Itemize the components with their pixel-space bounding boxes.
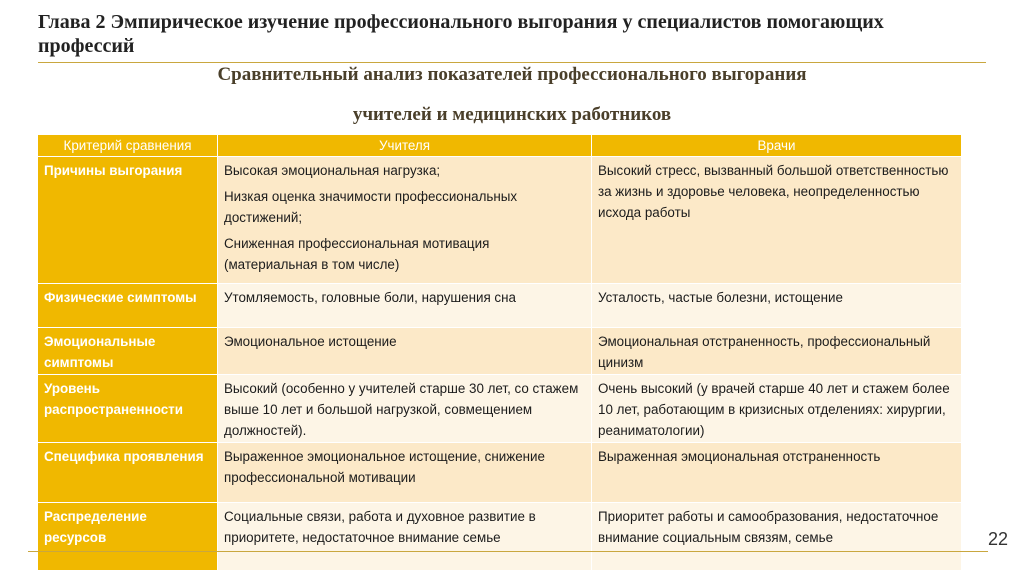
criterion-cell: Причины выгорания: [38, 157, 218, 284]
table-row: [38, 443, 962, 503]
teachers-cell-item: Социальные связи, работа и духовное развитие в приоритете, недостаточное внимание семье: [224, 509, 536, 545]
page-number: 22: [987, 529, 1008, 549]
teachers-cell-item: Выраженное эмоциональное истощение, снижение профессиональной мотивации: [224, 449, 545, 485]
criterion-cell: Распределение ресурсов: [38, 503, 218, 571]
doctors-cell: Выраженная эмоциональная отстраненность: [592, 443, 962, 503]
teachers-cell-item: Низкая оценка значимости профессиональных достижений;: [224, 189, 518, 225]
table-row: [38, 284, 962, 328]
teachers-cell: [218, 375, 592, 443]
teachers-cell: [218, 503, 592, 571]
teachers-cell-item: Утомляемость, головные боли, нарушения сна: [224, 290, 516, 305]
doctors-cell: Эмоциональная отстраненность, профессиональный цинизм: [592, 328, 962, 375]
teachers-cell-item: Высокий (особенно у учителей старше 30 лет, со стажем выше 10 лет и большой нагрузкой, совмещением должностей).: [224, 381, 579, 438]
teachers-cell: [218, 443, 592, 503]
doctors-cell: Приоритет работы и самообразования, недостаточное внимание социальным связям, семье: [592, 503, 962, 571]
doctors-cell: Усталость, частые болезни, истощение: [592, 284, 962, 328]
teachers-cell-item: Эмоциональное истощение: [224, 334, 397, 349]
teachers-cell: [218, 284, 592, 328]
teachers-cell-item: Сниженная профессиональная мотивация (материальная в том числе): [224, 236, 490, 272]
slide-subtitle-line1: Сравнительный анализ показателей профессионального выгорания: [217, 64, 807, 85]
footer-divider: [28, 551, 988, 552]
criterion-cell: Эмоциональные симптомы: [38, 328, 218, 375]
teachers-cell: [218, 157, 592, 284]
criterion-cell: Специфика проявления: [38, 443, 218, 503]
criterion-cell: Физические симптомы: [38, 284, 218, 328]
table-header-row: [38, 135, 962, 157]
column-header-doctors: Врачи: [592, 135, 962, 157]
doctors-cell: Очень высокий (у врачей старше 40 лет и стажем более 10 лет, работающим в кризисных отделениях: хирургии, реаниматологии): [592, 375, 962, 443]
table-row: [38, 375, 962, 443]
comparison-table: [37, 134, 962, 571]
table-row: [38, 503, 962, 571]
teachers-cell: [218, 328, 592, 375]
slide-subtitle-line2: учителей и медицинских работников: [352, 104, 672, 125]
column-header-teachers: Учителя: [218, 135, 592, 157]
title-divider: [38, 62, 986, 63]
column-header-criterion: Критерий сравнения: [38, 135, 218, 157]
teachers-cell-item: Высокая эмоциональная нагрузка;: [224, 163, 441, 178]
doctors-cell: Высокий стресс, вызванный большой ответственностью за жизнь и здоровье человека, неопределенностью исхода работы: [592, 157, 962, 284]
criterion-cell: Уровень распространенности: [38, 375, 218, 443]
table-row: [38, 157, 962, 284]
table-row: [38, 328, 962, 375]
chapter-title: Глава 2 Эмпирическое изучение профессионального выгорания у специалистов помогающих профессий: [38, 11, 884, 57]
